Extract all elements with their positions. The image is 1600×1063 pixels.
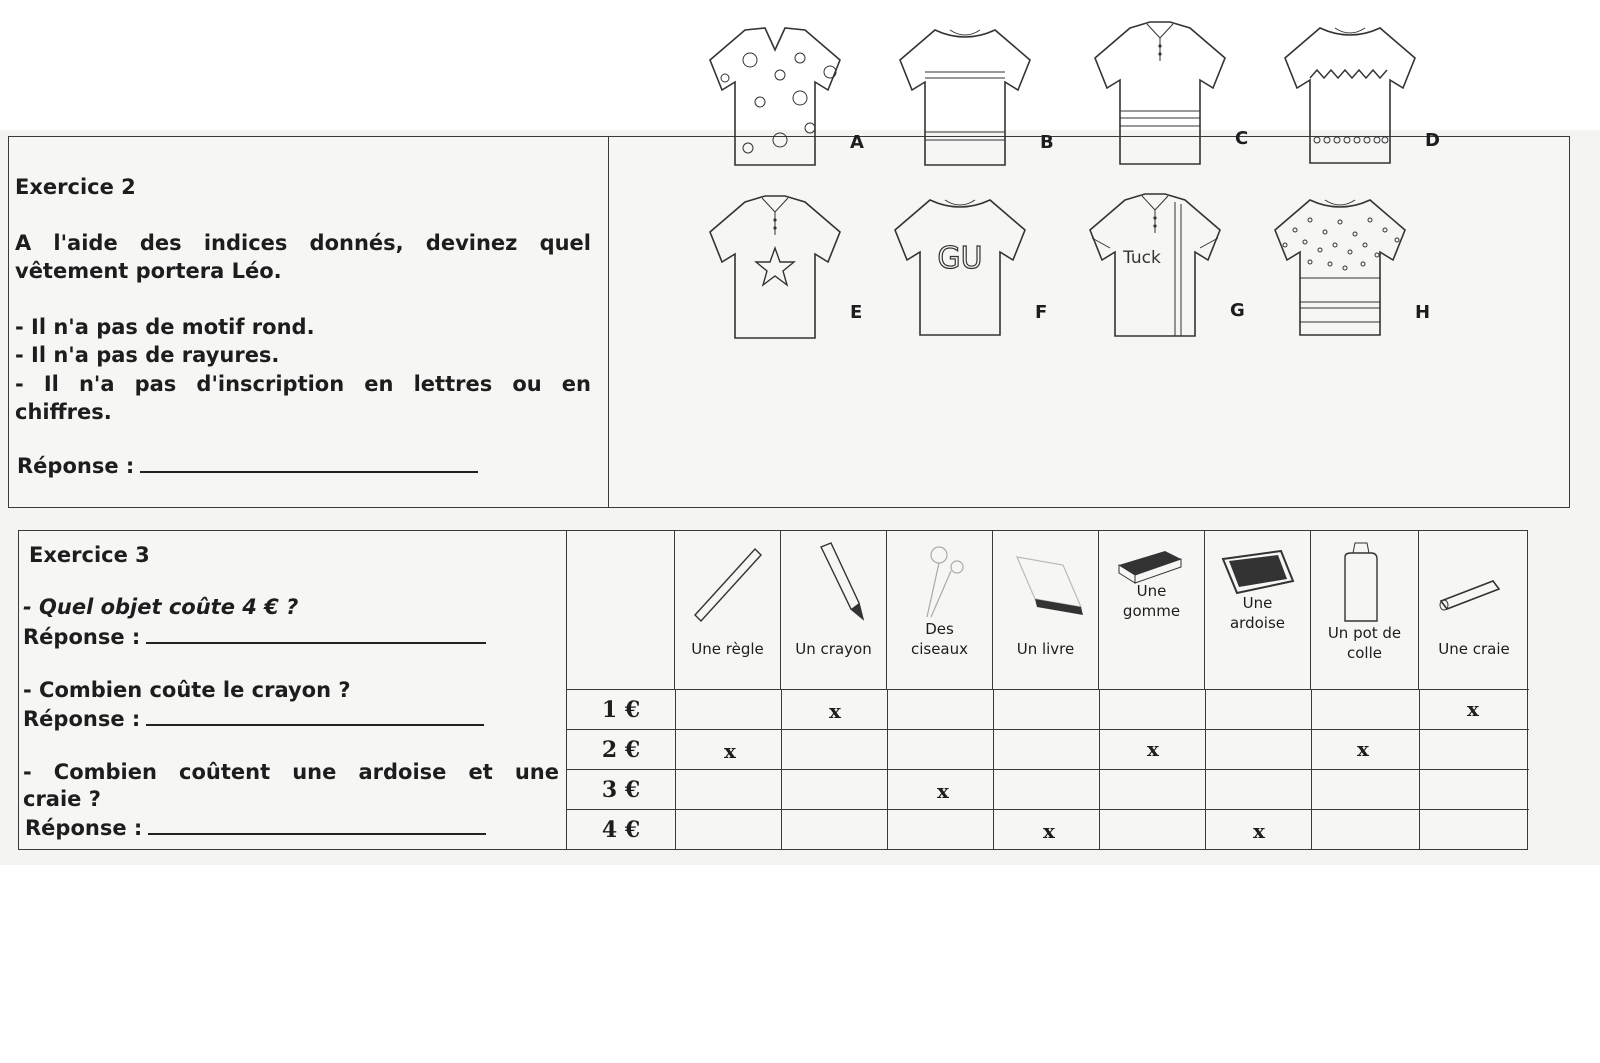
object-pencil <box>781 531 887 689</box>
grid-line <box>1099 689 1100 849</box>
shirt-letter: B <box>1040 132 1054 153</box>
glue-icon <box>1321 537 1407 627</box>
question-3-line-2: craie ? <box>23 787 101 811</box>
grid-line <box>1311 689 1312 849</box>
shirt-option-a[interactable] <box>700 20 870 180</box>
clue-3: - Il n'a pas d'inscription en lettres ou en chiffres. <box>15 372 591 424</box>
shirt-gu-icon <box>885 190 1035 340</box>
grid-line <box>567 809 1529 810</box>
grid-line <box>1205 689 1206 849</box>
shirt-option-e[interactable] <box>700 190 870 350</box>
shirt-letter: F <box>1035 302 1048 323</box>
mark-ruler-2: x <box>724 739 736 763</box>
question-1-answer <box>23 622 486 651</box>
grid-line <box>675 689 676 849</box>
mark-slate-4: x <box>1253 819 1265 843</box>
grid-line <box>1419 689 1420 849</box>
shirt-print-tuck: Tuck <box>1123 248 1161 268</box>
shirt-letter: H <box>1415 302 1431 323</box>
polo-tuck-icon <box>1080 188 1230 338</box>
book-icon <box>1003 537 1089 627</box>
question-2: - Combien coûte le crayon ? <box>23 678 351 702</box>
object-label: Une craie <box>1438 640 1510 658</box>
shirt-option-b[interactable] <box>890 20 1060 180</box>
price-grid <box>567 531 1529 849</box>
object-label: Une gomme <box>1122 582 1181 620</box>
shirt-print-gu: GU <box>937 241 983 276</box>
clue-2: - Il n'a pas de rayures. <box>15 343 280 367</box>
price-row-1: 1 € <box>601 697 641 723</box>
mark-book-4: x <box>1043 819 1055 843</box>
answer-label: Réponse : <box>23 625 141 649</box>
shirt-option-c[interactable] <box>1085 16 1255 176</box>
shirt-pattern-icon <box>1265 190 1415 340</box>
exercise-3-title: Exercice 3 <box>29 543 150 567</box>
chalk-icon <box>1429 537 1515 627</box>
mark-eraser-2: x <box>1147 737 1159 761</box>
question-2-answer <box>23 704 484 733</box>
object-slate <box>1205 531 1311 689</box>
object-label: Une ardoise <box>1229 594 1285 632</box>
answer-label: Réponse : <box>23 707 141 731</box>
grid-line <box>887 689 888 849</box>
grid-line <box>567 689 1529 690</box>
pencil-icon <box>791 537 877 627</box>
question-1: - Quel objet coûte 4 € ? <box>23 595 299 619</box>
object-chalk <box>1419 531 1529 689</box>
answer-blank[interactable] <box>140 451 478 473</box>
mark-glue-2: x <box>1357 737 1369 761</box>
question-3-answer <box>25 813 486 842</box>
mark-chalk-1: x <box>1467 697 1479 721</box>
shirt-letter: A <box>850 132 864 153</box>
ruler-icon <box>685 537 771 627</box>
object-scissors <box>887 531 993 689</box>
exercise-3-questions <box>19 531 567 849</box>
shirt-stripes-icon <box>890 20 1040 170</box>
answer-label: Réponse : <box>17 454 135 478</box>
clue-1: - Il n'a pas de motif rond. <box>15 315 315 339</box>
shirt-letter: G <box>1230 300 1245 321</box>
question-3-line-1: - Combien coûtent une ardoise et une <box>23 760 559 784</box>
exercise-3-panel <box>18 530 1528 850</box>
shirt-option-d[interactable] <box>1275 18 1445 178</box>
mark-scissors-3: x <box>937 779 949 803</box>
object-label: Un crayon <box>795 640 872 658</box>
exercise-2-instruction: A l'aide des indices donnés, devinez quel vêtement portera Léo. <box>15 231 591 283</box>
answer-blank[interactable] <box>146 704 484 726</box>
answer-label: Réponse : <box>25 816 143 840</box>
mark-pencil-1: x <box>829 699 841 723</box>
shirt-option-f[interactable] <box>885 190 1055 350</box>
grid-corner <box>567 531 675 689</box>
object-label: Une règle <box>691 640 764 658</box>
shirt-zigzag-icon <box>1275 18 1425 168</box>
grid-line <box>781 689 782 849</box>
shirt-letter: E <box>850 302 863 323</box>
scissors-icon <box>897 537 983 627</box>
object-label: Un pot de colle <box>1327 624 1402 662</box>
exercise-2-answer <box>17 451 497 480</box>
polo-stripes-icon <box>1085 16 1235 166</box>
object-eraser <box>1099 531 1205 689</box>
object-ruler <box>675 531 781 689</box>
answer-blank[interactable] <box>146 622 486 644</box>
grid-line <box>567 769 1529 770</box>
exercise-2-text-area <box>9 137 609 507</box>
shirt-gallery <box>690 10 1490 360</box>
polo-star-icon <box>700 190 850 340</box>
grid-line <box>567 729 1529 730</box>
price-row-3: 3 € <box>601 777 641 803</box>
object-label: Des ciseaux <box>910 620 969 658</box>
shirt-option-h[interactable] <box>1265 190 1435 350</box>
price-row-2: 2 € <box>601 737 641 763</box>
shirt-option-g[interactable] <box>1080 188 1250 348</box>
object-label: Un livre <box>1016 640 1075 658</box>
answer-blank[interactable] <box>148 813 486 835</box>
grid-line <box>993 689 994 849</box>
shirt-letter: C <box>1235 128 1249 149</box>
object-glue <box>1311 531 1419 689</box>
price-row-4: 4 € <box>601 817 641 843</box>
object-book <box>993 531 1099 689</box>
exercise-2-title: Exercice 2 <box>15 175 136 199</box>
shirt-letter: D <box>1425 130 1440 151</box>
shirt-dots-icon <box>700 20 850 170</box>
